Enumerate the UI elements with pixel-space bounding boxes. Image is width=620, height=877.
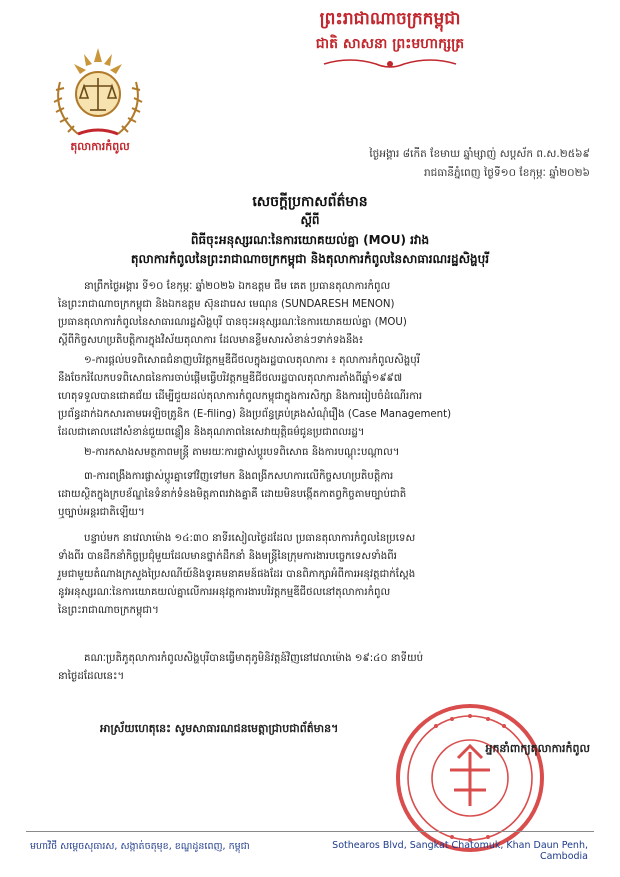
point-3-paragraph — [58, 468, 583, 522]
afternoon-line: រួមជាមួយតំណាងក្រសួងប្រៃសណីយ៍និងទូរគមនាគមន៍ផងដែរ បានពិភាក្សាអំពីការអនុវត្តជាក់ស្តែង — [58, 569, 416, 580]
point-1-line: ១-ការផ្តល់បទពិសោធជំនាញបរិវត្តកម្មឌីជីថលក្នុងរដ្ឋបាលតុលាការ ៖ តុលាការកំពូលសិង្ហបុរី — [84, 355, 420, 366]
national-motto: ជាតិ សាសនា ព្រះមហាក្សត្រ — [315, 36, 465, 52]
point-1-line: ហេតុទទួលបានជោគជ័យ ដើម្បីជួយដល់តុលាការកំពូលកម្ពុជាក្នុងការសិក្សា និងការរៀបចំដំណើរការ — [58, 391, 423, 402]
signer-title: អ្នកនាំពាក្យតុលាការកំពូល — [485, 742, 590, 755]
court-name-label: តុលាការកំពូល — [70, 140, 130, 153]
point-1-line: នឹងចែករំលែកបទពិសោធនៃការចាប់ផ្តើមធ្វើបរិវត្តកម្មឌីជីថលរដ្ឋបាលតុលាការតាំងពីឆ្នាំ១៩៩៧ — [58, 373, 403, 384]
header-ornament-divider — [320, 56, 460, 72]
point-1-line: ដែលជាគោលដៅសំខាន់ជួយពន្លឿន និងគុណភាពនៃសេវាយុត្តិធម៌ជូនប្រជាពលរដ្ឋ។ — [58, 427, 365, 438]
footer-address-english: Sothearos Blvd, Sangkat Chatomuk, Khan Daun Penh, Cambodia — [332, 840, 588, 862]
afternoon-line: នៃព្រះរាជាណាចក្រកម្ពុជា។ — [58, 605, 159, 616]
supreme-court-emblem — [48, 42, 148, 142]
point-1-paragraph — [58, 352, 583, 442]
departure-line: នាថ្ងៃដដែលនេះ។ — [58, 671, 125, 682]
point-3-line: ដោយស្ថិតក្នុងក្របខ័ណ្ឌនៃទំនាក់ទំនងមិត្តភាពរវាងគ្នាគឺ ដោយមិនបង្កើតកាតព្វកិច្ចតាមច្បាប់ជាតិ — [58, 489, 407, 500]
intro-line: នៃព្រះរាជាណាចក្រកម្ពុជា និងឯកឧត្តម ស៊ុនដារេស មេណុន (SUNDARESH MENON) — [58, 299, 395, 310]
point-2-line: ២-ការកសាងសមត្ថភាពមន្ត្រី តាមរយៈការផ្លាស់ប្តូរបទពិសោធ និងការបណ្តុះបណ្តាល។ — [84, 447, 400, 458]
official-red-seal — [392, 700, 548, 856]
point-3-line: ៣-ការពង្រឹងការផ្លាស់ប្តូរគ្នាទៅវិញទៅមក និងពង្រីកសហការលើកិច្ចសហប្រតិបត្តិការ — [84, 471, 394, 482]
kingdom-title: ព្រះរាជាណាចក្រកម្ពុជា — [319, 9, 461, 29]
solar-date: រាជធានីភ្នំពេញ ថ្ងៃទី១០ ខែកុម្ភៈ ឆ្នាំ២០២៦ — [423, 167, 590, 179]
intro-line: នាព្រឹកថ្ងៃអង្គារ ទី១០ ខែកុម្ភៈ ឆ្នាំ២០២៦ ឯកឧត្តម ជឹម គេត ប្រធានតុលាការកំពូល — [84, 281, 391, 292]
footer-divider — [26, 831, 594, 832]
intro-line: ស្តីពីកិច្ចសហប្រតិបត្តិការក្នុងវិស័យតុលាការ ដែលមានខ្លឹមសារសំខាន់ៗទាក់ទងនឹង៖ — [58, 335, 364, 346]
intro-paragraph — [58, 278, 583, 350]
title-subject-line1: ពិធីចុះអនុស្សរណៈនៃការយោគយល់គ្នា (MOU) រវាង — [190, 233, 430, 247]
afternoon-meeting-paragraph — [58, 530, 583, 620]
document-title: សេចក្តីប្រកាសព័ត៌មាន — [252, 194, 368, 210]
title-subject-line2: តុលាការកំពូលនៃព្រះរាជាណាចក្រកម្ពុជា និងតុលាការកំពូលនៃសាធារណរដ្ឋសិង្ហបុរី — [130, 252, 490, 266]
departure-line: គណៈប្រតិភូតុលាការកំពូលសិង្ហបុរីបានធ្វើមាតុភូមិនិវត្តន៍វិញនៅវេលាម៉ោង ១៩:៤០ នាទីយប់ — [84, 653, 424, 664]
afternoon-line: ទាំងពីរ បានដឹកនាំកិច្ចប្រជុំមួយដែលមានថ្នាក់ដឹកនាំ និងមន្ត្រីនៃក្រុមការងារបច្ចេកទេសទាំងពីរ — [58, 551, 397, 562]
departure-paragraph — [58, 650, 583, 686]
point-1-line: ប្រព័ន្ធដាក់ឯកសារតាមអេឡិចត្រូនិក (E-filing) និងប្រព័ន្ធគ្រប់គ្រងសំណុំរឿង (Case Management) — [58, 409, 452, 420]
point-2-paragraph — [58, 444, 583, 462]
footer-address-khmer: មហាវិថី សម្តេចសុធារស, សង្កាត់ចតុមុខ, ខណ្ឌដូនពេញ, កម្ពុជា — [30, 841, 250, 852]
afternoon-line: នូវអនុស្សរណៈនៃការយោគយល់គ្នាលើការអនុវត្តការងារបរិវត្តកម្មឌីជីថលនៅតុលាការកំពូល — [58, 587, 391, 598]
title-regarding: ស្តីពី — [300, 213, 320, 227]
afternoon-line: បន្ទាប់មក នាវេលាម៉ោង ១៤:៣០ នាទីរសៀលថ្ងៃដដែល ប្រធានតុលាការកំពូលនៃប្រទេស — [84, 533, 416, 544]
point-3-line: ឬច្បាប់អន្តរជាតិឡើយ។ — [58, 507, 145, 518]
closing-statement: អាស្រ័យហេតុនេះ សូមសាធារណជនមេត្តាជ្រាបជាព័ត៌មាន។ — [100, 722, 339, 735]
intro-line: ប្រធានតុលាការកំពូលនៃសាធារណរដ្ឋសិង្ហបុរី បានចុះអនុស្សរណៈនៃការយោគយល់គ្នា (MOU) — [58, 317, 407, 328]
lunar-date: ថ្ងៃអង្គារ ៨កេីត ខែមាឃ ឆ្នាំម្សាញ់ សប្តស័ក ព.ស.២៥៦៩ — [369, 148, 590, 160]
